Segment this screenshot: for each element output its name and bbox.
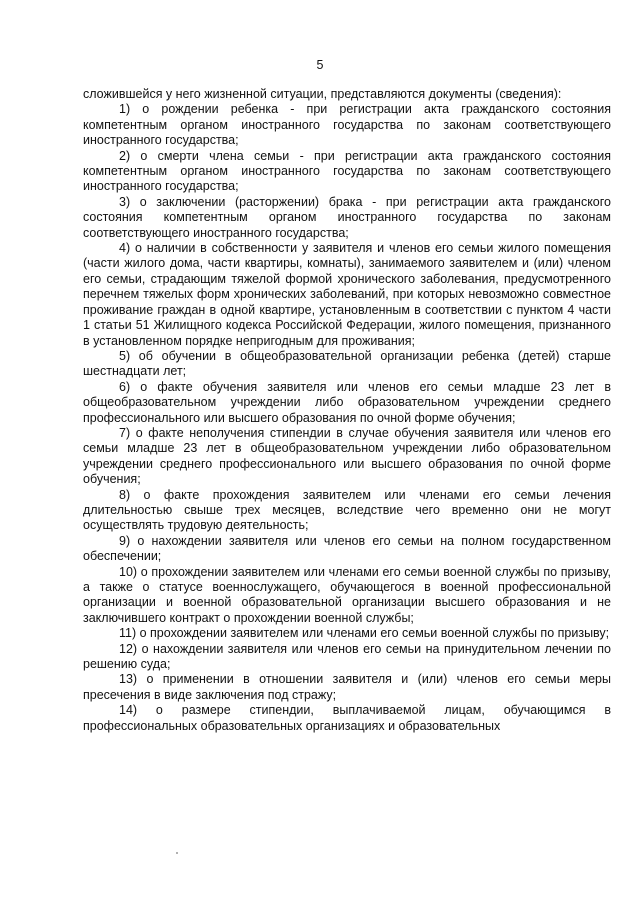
list-item-11: 11) о прохождении заявителем или членами его семьи военной службы по призыву;: [119, 626, 610, 641]
intro-paragraph: сложившейся у него жизненной ситуации, представляются документы (сведения):: [83, 87, 562, 101]
list-item-5: 5) об обучении в общеобразовательной организации ребенка (детей) старше шестнадцати лет;: [83, 348, 611, 379]
list-item-14: 14) о размере стипендии, выплачиваемой лицам, обучающимся в профессиональных образовательных организациях и образовательных: [83, 703, 611, 733]
list-item-8: 8) о факте прохождения заявителем или членами его семьи лечения длительностью свыше трех месяцев, вследствие чего временно они не могут осуществлять трудовую деятельность;: [83, 487, 611, 533]
list-item-12: 12) о нахождении заявителя или членов его семьи на принудительном лечении по решению суда;: [83, 641, 611, 672]
list-item-13: 13) о применении в отношении заявителя и (или) членов его семьи меры пресечения в виде заключения под стражу;: [83, 672, 611, 702]
list-item-10: 10) о прохождении заявителем или членами его семьи военной службы по призыву, а также о статусе военнослужащего, обучающегося в военной профессиональной организации и военной образовательной организации высшего образования и не заключившего контракт о прохождении военной службы;: [83, 564, 611, 625]
list-item-1: 1) о рождении ребенка - при регистрации акта гражданского состояния компетентным органом иностранного государства по законам соответствующего иностранного государства;: [83, 102, 611, 148]
page-number: 5: [316, 58, 324, 72]
document-body: [83, 87, 611, 734]
list-item-4: 4) о наличии в собственности у заявителя и членов его семьи жилого помещения (части жилого дома, части квартиры, комнаты), занимаемого заявителем и (или) членом его семьи, страдающим тяжелой формой хронического заболевания, предусмотренного перечнем тяжелых форм хронических заболеваний, при которых невозможно совместное проживание граждан в одной квартире, установленным в соответствии с пунктом 4 части 1 статьи 51 Жилищного кодекса Российской Федерации, жилого помещения, признанного в установленном порядке непригодным для проживания;: [83, 241, 611, 348]
list-item-2: 2) о смерти члена семьи - при регистрации акта гражданского состояния компетентным органом иностранного государства по законам соответствующего иностранного государства;: [83, 148, 611, 194]
list-item-7: 7) о факте неполучения стипендии в случае обучения заявителя или членов его семьи младше 23 лет в общеобразовательном учреждении либо образовательном учреждении среднего профессионального или высшего образования по очной форме обучения;: [83, 425, 611, 487]
list-item-6: 6) о факте обучения заявителя или членов его семьи младше 23 лет в общеобразовательном учреждении либо образовательном учреждении среднего профессионального или высшего образования по очной форме обучения;: [83, 379, 611, 425]
list-item-9: 9) о нахождении заявителя или членов его семьи на полном государственном обеспечении;: [83, 533, 611, 564]
list-item-3: 3) о заключении (расторжении) брака - при регистрации акта гражданского состояния компетентным органом иностранного государства по законам соответствующего иностранного государства;: [83, 194, 611, 240]
scan-speck: [176, 852, 178, 854]
